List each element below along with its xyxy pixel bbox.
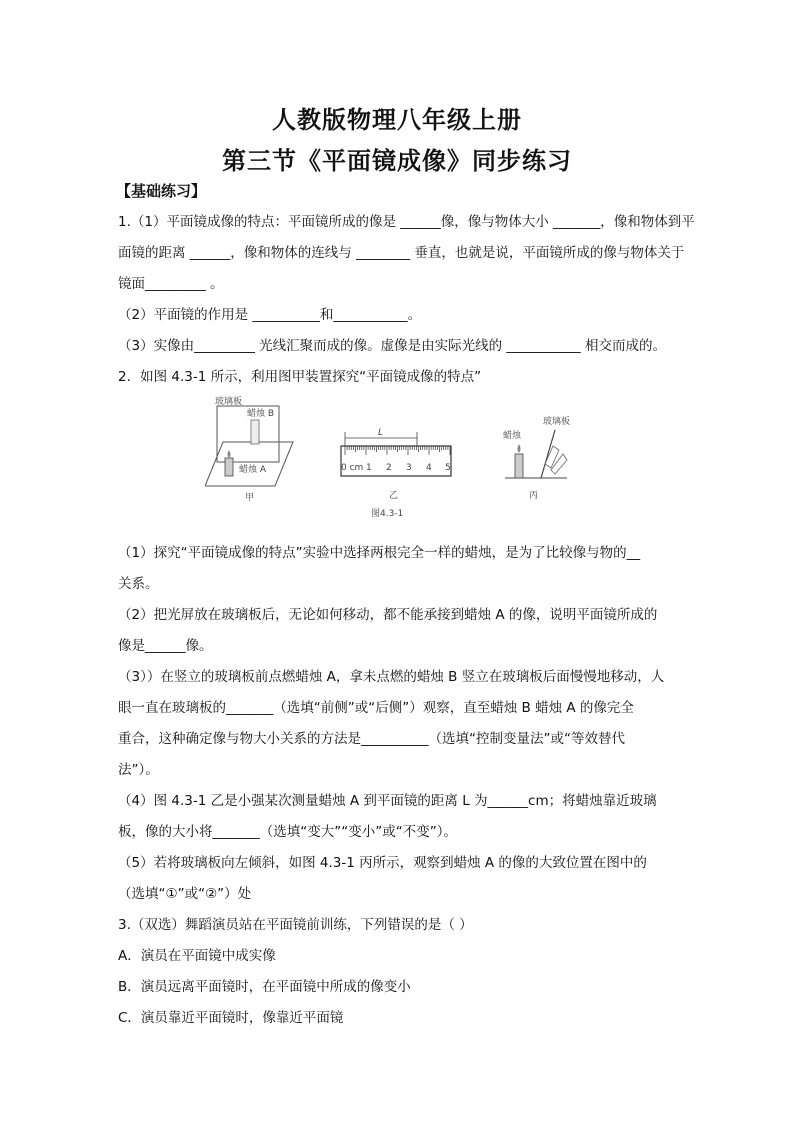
- tick-label: 2: [386, 463, 392, 473]
- text-line: （1）探究“平面镜成像的特点”实验中选择两根完全一样的蜡烛，是为了比较像与物的__: [118, 545, 641, 561]
- text-line: （选填“①”或“②”）处: [118, 886, 252, 902]
- tick-label: 3: [406, 463, 412, 473]
- length-label: L: [378, 428, 384, 438]
- text-line: 1.（1）平面镜成像的特点：平面镜所成的像是 ______像，像与物体大小 _______，像和物体到平: [118, 214, 695, 230]
- text-line: （2）平面镜的作用是 __________和___________。: [118, 307, 422, 323]
- page-subtitle: 第三节《平面镜成像》同步练习: [222, 146, 572, 175]
- text-line: C．演员靠近平面镜时，像靠近平面镜: [118, 1010, 344, 1026]
- text-line: A．演员在平面镜中成实像: [118, 948, 276, 964]
- figure-bing-label: 丙: [529, 491, 539, 501]
- text-line: 像是______像。: [118, 638, 213, 654]
- section-heading: 【基础练习】: [116, 182, 207, 200]
- text-line: （5）若将玻璃板向左倾斜，如图 4.3-1 丙所示，观察到蜡烛 A 的像的大致位置在图中的: [118, 855, 647, 871]
- figure-jia-label: 甲: [245, 493, 255, 503]
- figure-4-3-1: [205, 394, 585, 524]
- figure-yi-label: 乙: [389, 491, 399, 501]
- text-line: （3）实像由_________ 光线汇聚而成的像。虚像是由实际光线的 ___________ 相交而成的。: [118, 338, 666, 354]
- text-line: B．演员远离平面镜时，在平面镜中所成的像变小: [118, 979, 411, 995]
- figure-caption: 图4.3-1: [371, 509, 404, 519]
- text-line: 面镜的距离 ______，像和物体的连线与 ________ 垂直，也就是说，平面镜所成的像与物体关于: [118, 245, 685, 261]
- text-line: 2．如图 4.3-1 所示，利用图甲装置探究“平面镜成像的特点”: [118, 369, 482, 385]
- candle-a-label: 蜡烛 A: [239, 465, 267, 475]
- glass-label: 玻璃板: [215, 397, 243, 407]
- tick-label: 4: [426, 463, 432, 473]
- text-line: 镜面_________ 。: [118, 276, 224, 292]
- figure-bing: [503, 415, 570, 501]
- text-line: 板，像的大小将_______（选填“变大”“变小”或“不变”）。: [118, 824, 457, 840]
- candle-b-label: 蜡烛 B: [247, 409, 275, 419]
- text-line: （4）图 4.3-1 乙是小强某次测量蜡烛 A 到平面镜的距离 L 为______cm；将蜡烛靠近玻璃: [118, 793, 657, 809]
- text-line: （3））在竖立的玻璃板前点燃蜡烛 A，拿未点燃的蜡烛 B 竖立在玻璃板后面慢慢地移动，人: [118, 669, 665, 685]
- figure-jia: [205, 395, 293, 503]
- text-line: 重合，这种确定像与物大小关系的方法是__________（选填“控制变量法”或“等效替代: [118, 731, 625, 747]
- tick-label: 0 cm: [341, 463, 364, 473]
- tick-label: 1: [366, 463, 372, 473]
- text-line: 关系。: [118, 576, 159, 592]
- figure-yi: [341, 428, 451, 501]
- glass-label: 玻璃板: [543, 417, 571, 427]
- text-line: 眼一直在玻璃板的_______（选填“前侧”或“后侧”）观察，直至蜡烛 B 蜡烛 A 的像完全: [118, 700, 634, 716]
- candle-label: 蜡烛: [503, 431, 522, 441]
- tick-label: 5: [445, 463, 451, 473]
- page-title: 人教版物理八年级上册: [272, 105, 522, 134]
- text-line: （2）把光屏放在玻璃板后，无论如何移动，都不能承接到蜡烛 A 的像，说明平面镜所成的: [118, 607, 658, 623]
- text-line: 法”）。: [118, 762, 159, 778]
- text-line: 3.（双选）舞蹈演员站在平面镜前训练，下列错误的是（ ）: [118, 917, 473, 933]
